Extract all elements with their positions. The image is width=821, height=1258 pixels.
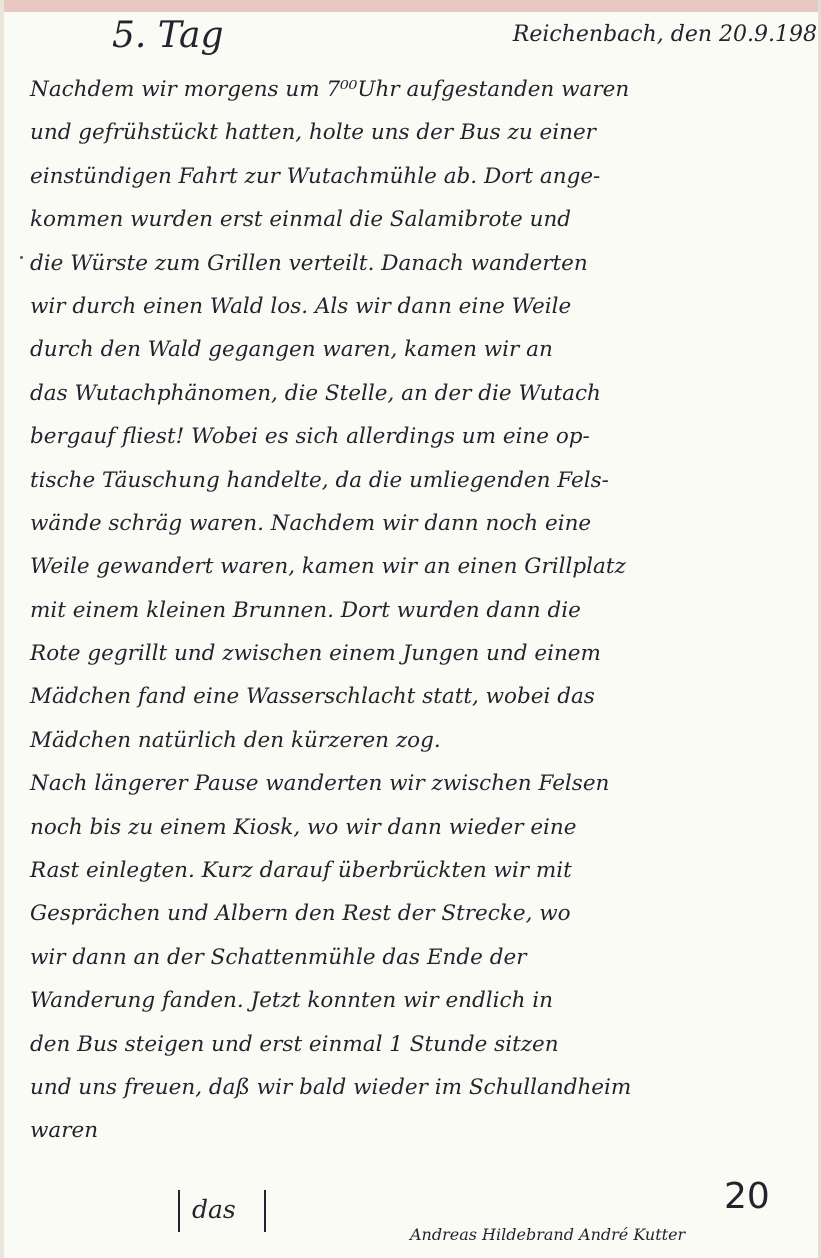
text-line: Rote gegrillt und zwischen einem Jungen und einem	[30, 641, 601, 667]
text-line: die Würste zum Grillen verteilt. Danach wanderten	[30, 250, 588, 276]
text-line: kommen wurden erst einmal die Salamibrote und	[30, 207, 572, 233]
text-line: einstündigen Fahrt zur Wutachmühle ab. Dort ange-	[30, 163, 601, 189]
text-line: mit einem kleinen Brunnen. Dort wurden dann die	[30, 597, 581, 623]
page-number: 20	[724, 1176, 770, 1217]
text-line: Wanderung fanden. Jetzt konnten wir endlich in	[30, 988, 553, 1014]
text-line: wir dann an der Schattenmühle das Ende der	[30, 944, 527, 970]
text-line: und gefrühstückt hatten, holte uns der Bus zu einer	[30, 120, 596, 146]
text-line: den Bus steigen und erst einmal 1 Stunde sitzen	[30, 1031, 559, 1057]
text-line: Mädchen fand eine Wasserschlacht statt, wobei das	[30, 684, 595, 710]
text-line: Gesprächen und Albern den Rest der Strecke, wo	[30, 901, 571, 927]
text-line: waren	[30, 1118, 99, 1144]
text-line: das Wutachphänomen, die Stelle, an der die Wutach	[30, 380, 601, 406]
text-line: tische Täuschung handelte, da die umliegenden Fels-	[30, 467, 609, 493]
boxed-word: das	[192, 1195, 236, 1224]
text-line: und uns freuen, daß wir bald wieder im Schullandheim	[30, 1074, 632, 1100]
text-line: noch bis zu einem Kiosk, wo wir dann wieder eine	[30, 814, 577, 840]
left-page-edge	[0, 0, 4, 1258]
text-line: durch den Wald gegangen waren, kamen wir an	[30, 337, 553, 363]
top-edge-band	[0, 0, 821, 12]
author-signatures: Andreas Hildebrand André Kutter	[410, 1225, 686, 1244]
text-line: wir durch einen Wald los. Als wir dann eine Weile	[30, 293, 572, 319]
text-line: Nach längerer Pause wanderten wir zwischen Felsen	[30, 771, 610, 797]
text-line: Rast einlegten. Kurz darauf überbrückten wir mit	[30, 858, 572, 884]
boxed-word-frame	[178, 1190, 266, 1232]
margin-dot	[20, 256, 23, 259]
day-title: 5. Tag	[112, 15, 224, 56]
text-line: Weile gewandert waren, kamen wir an einen Grillplatz	[30, 554, 626, 580]
diary-text	[30, 68, 790, 1153]
text-line: wände schräg waren. Nachdem wir dann noch eine	[30, 510, 592, 536]
text-line: Nachdem wir morgens um 7⁰⁰Uhr aufgestanden waren	[30, 77, 630, 102]
text-line: bergauf fliest! Wobei es sich allerdings um eine op-	[30, 424, 590, 450]
place-date: Reichenbach, den 20.9.198	[512, 22, 817, 47]
text-line: Mädchen natürlich den kürzeren zog.	[30, 727, 441, 753]
